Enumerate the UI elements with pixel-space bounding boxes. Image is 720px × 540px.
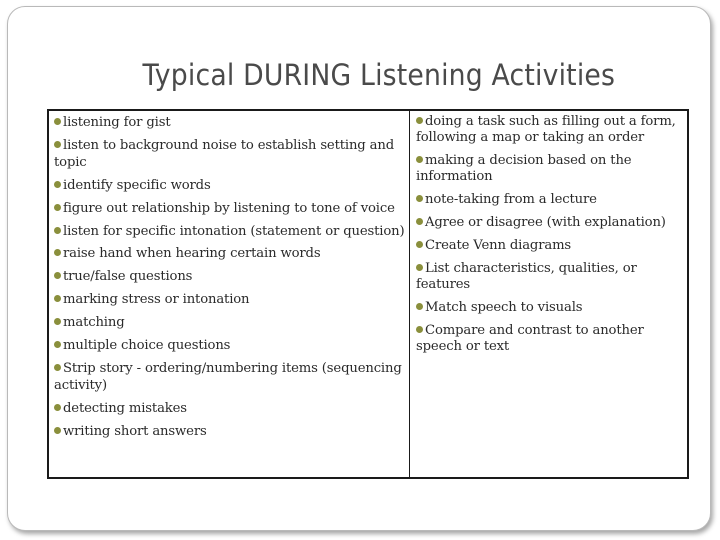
bullet-icon <box>416 156 423 163</box>
bullet-icon <box>416 264 423 271</box>
bullet-icon <box>54 118 61 125</box>
bullet-icon <box>416 117 423 124</box>
list-item: detecting mistakes <box>54 400 405 417</box>
bullet-icon <box>416 303 423 310</box>
list-item: Strip story - ordering/numbering items (sequencing activity) <box>54 360 402 393</box>
list-item: writing short answers <box>54 423 405 440</box>
list-item: multiple choice questions <box>54 337 405 354</box>
list-item: List characteristics, qualities, or features <box>416 261 637 292</box>
list-item: marking stress or intonation <box>54 291 405 308</box>
list-item: doing a task such as filling out a form, following a map or taking an order <box>416 114 676 145</box>
bullet-icon <box>54 341 61 348</box>
bullet-icon <box>54 204 61 211</box>
bullet-icon <box>54 227 61 234</box>
list-item: figure out relationship by listening to tone of voice <box>54 200 405 217</box>
bullet-icon <box>416 218 423 225</box>
left-column <box>49 111 410 477</box>
list-item: listen to background noise to establish setting and topic <box>54 137 394 170</box>
list-item: true/false questions <box>54 268 405 285</box>
list-item: raise hand when hearing certain words <box>54 245 405 262</box>
bullet-icon <box>416 195 423 202</box>
list-item: note-taking from a lecture <box>416 192 683 208</box>
list-item: Compare and contrast to another speech or text <box>416 323 644 354</box>
list-item: identify specific words <box>54 177 405 194</box>
bullet-icon <box>54 249 61 256</box>
list-item: Match speech to visuals <box>416 300 683 316</box>
bullet-icon <box>54 364 61 371</box>
bullet-icon <box>54 427 61 434</box>
list-item: making a decision based on the information <box>416 153 632 184</box>
bullet-icon <box>54 181 61 188</box>
bullet-icon <box>54 404 61 411</box>
bullet-icon <box>54 295 61 302</box>
list-item: listening for gist <box>54 114 405 131</box>
right-column <box>410 111 687 477</box>
bullet-icon <box>54 272 61 279</box>
bullet-icon <box>54 141 61 148</box>
bullet-icon <box>416 326 423 333</box>
list-item: matching <box>54 314 405 331</box>
list-item: Create Venn diagrams <box>416 238 683 254</box>
slide-title: Typical DURING Listening Activities <box>142 58 616 92</box>
activities-table <box>47 109 689 479</box>
bullet-icon <box>416 241 423 248</box>
list-item: Agree or disagree (with explanation) <box>416 215 683 231</box>
list-item: listen for specific intonation (statement or question) <box>54 223 405 240</box>
bullet-icon <box>54 318 61 325</box>
